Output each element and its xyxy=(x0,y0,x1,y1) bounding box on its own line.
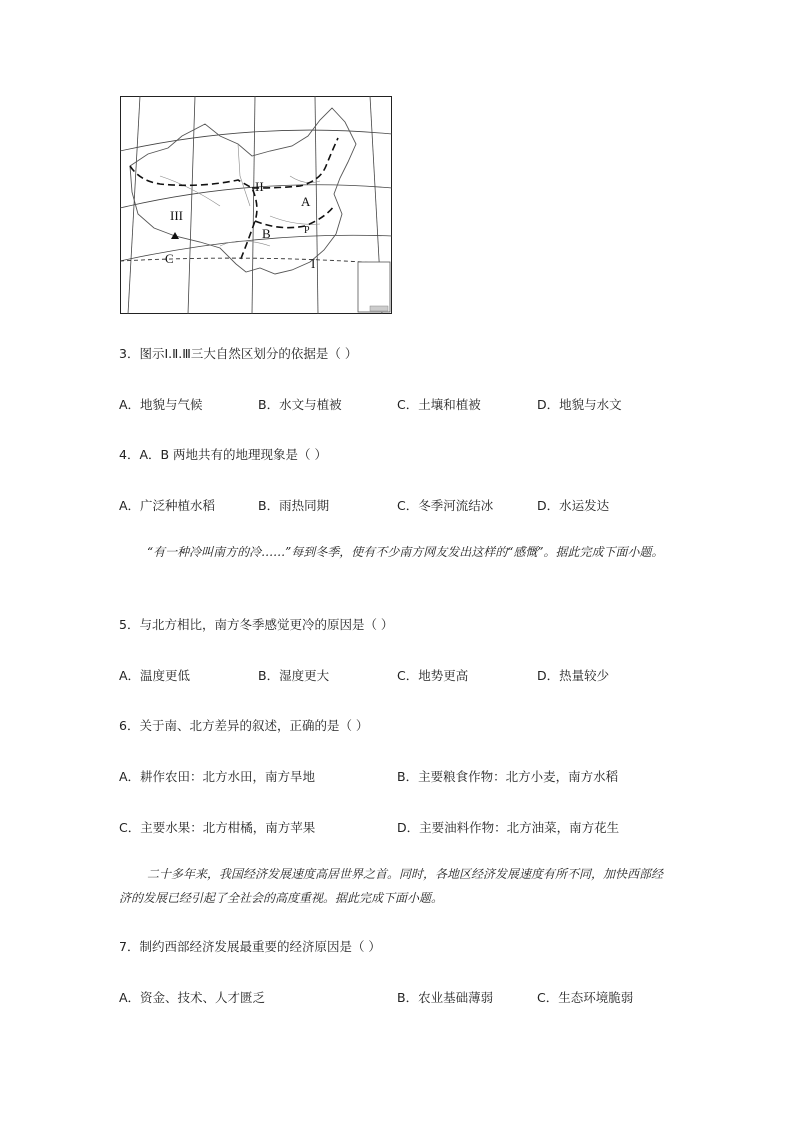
q6-option-a: A．耕作农田：北方水田，南方旱地 xyxy=(119,769,316,784)
passage-western-economy: 二十多年来，我国经济发展速度高居世界之首。同时，各地区经济发展速度有所不同，加快西部经济的发展已经引起了全社会的高度重视。据此完成下面小题。 xyxy=(119,867,664,905)
question-7-stem: 7．制约西部经济发展最重要的经济原因是（ ） xyxy=(119,939,381,954)
q5-option-c: C．地势更高 xyxy=(397,668,469,683)
q7-option-c: C．生态环境脆弱 xyxy=(537,990,634,1005)
q5-option-b: B．湿度更大 xyxy=(258,668,330,683)
q3-option-d: D．地貌与水文 xyxy=(537,397,622,412)
q6-option-c: C．主要水果：北方柑橘，南方苹果 xyxy=(119,820,316,835)
label-region-I: I xyxy=(311,256,316,271)
label-P: P xyxy=(304,225,310,236)
q7-option-b: B．农业基础薄弱 xyxy=(397,990,494,1005)
q4-option-c: C．冬季河流结冰 xyxy=(397,498,494,513)
q3-option-c: C．土壤和植被 xyxy=(397,397,481,412)
question-3-stem: 3．图示Ⅰ.Ⅱ.Ⅲ三大自然区划分的依据是（ ） xyxy=(119,346,358,361)
question-4-stem: 4．A．B 两地共有的地理现象是（ ） xyxy=(119,447,328,462)
q5-option-a: A．温度更低 xyxy=(119,668,191,683)
map-figure xyxy=(120,96,392,314)
q4-option-a: A．广泛种植水稻 xyxy=(119,498,216,513)
question-5-stem: 5．与北方相比，南方冬季感觉更冷的原因是（ ） xyxy=(119,617,394,632)
q4-option-d: D．水运发达 xyxy=(537,498,610,513)
label-C: C xyxy=(165,251,174,266)
passage-southern-cold: “有一种冷叫南方的冷……”每到冬季，使有不少南方网友发出这样的“感慨”。据此完成下面小题。 xyxy=(147,545,664,559)
label-region-II: II xyxy=(255,179,264,194)
label-region-III: III xyxy=(170,208,183,223)
label-A: A xyxy=(301,194,311,209)
label-B: B xyxy=(262,226,271,241)
q3-option-a: A．地貌与气候 xyxy=(119,397,203,412)
q4-option-b: B．雨热同期 xyxy=(258,498,330,513)
q6-option-d: D．主要油料作物：北方油菜，南方花生 xyxy=(397,820,620,835)
q5-option-d: D．热量较少 xyxy=(537,668,610,683)
china-natural-regions-map xyxy=(120,96,392,314)
q6-option-b: B．主要粮食作物：北方小麦，南方水稻 xyxy=(397,769,619,784)
q3-option-b: B．水文与植被 xyxy=(258,397,342,412)
question-6-stem: 6．关于南、北方差异的叙述，正确的是（ ） xyxy=(119,718,369,733)
q7-option-a: A．资金、技术、人才匮乏 xyxy=(119,990,266,1005)
